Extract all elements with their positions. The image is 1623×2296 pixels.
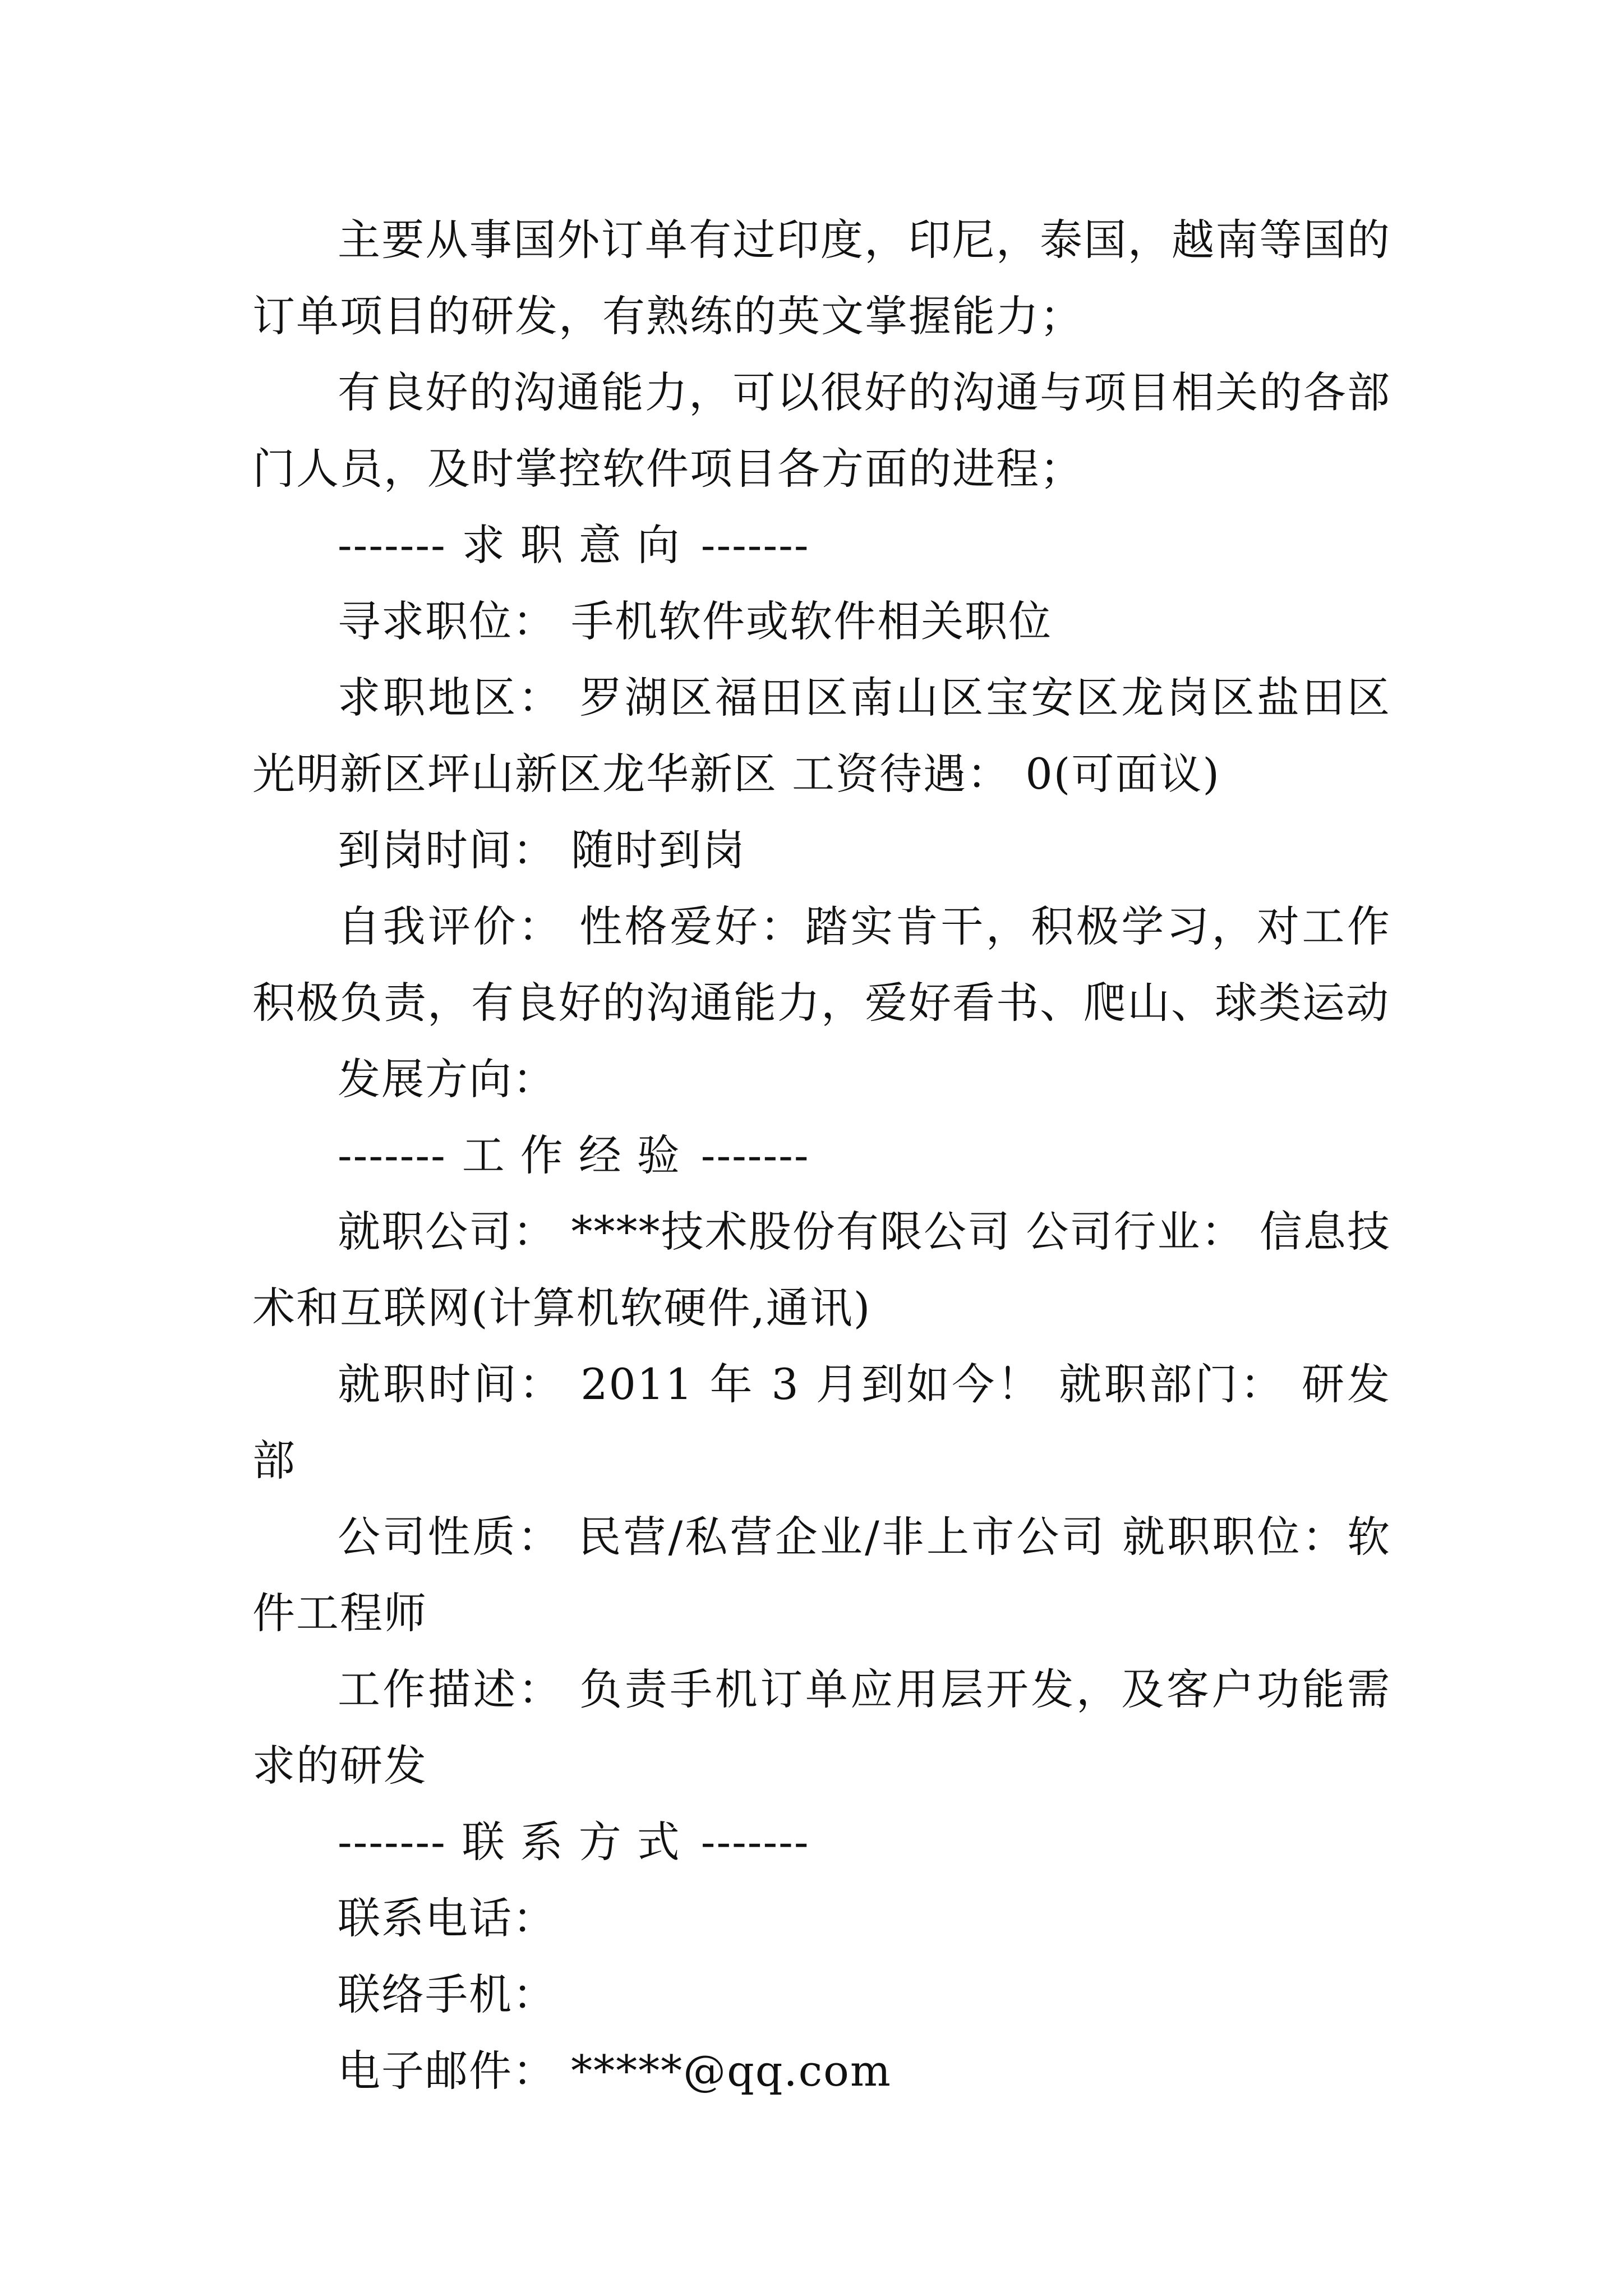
section-heading-contact (252, 1804, 1391, 1880)
document-body (252, 202, 1391, 2109)
section-title: 求职意向 (462, 520, 695, 570)
divider-dash-right: ------- (700, 1817, 810, 1867)
section-heading-job-intention (252, 507, 1391, 583)
divider-dash-right: ------- (700, 520, 810, 570)
section-title: 联系方式 (462, 1817, 695, 1867)
paragraph-self-evaluation: 自我评价： 性格爱好：踏实肯干，积极学习，对工作积极负责，有良好的沟通能力，爱好看书、爬山、球类运动 (252, 901, 1391, 1028)
paragraph-email: 电子邮件： *****@qq.com (338, 2046, 892, 2096)
divider-dash-left: ------- (338, 1130, 446, 1180)
paragraph-communication: 有良好的沟通能力，可以很好的沟通与项目相关的各部门人员，及时掌控软件项目各方面的进程； (252, 367, 1391, 494)
divider-dash-left: ------- (338, 520, 446, 570)
paragraph-start-time: 到岗时间： 随时到岗 (338, 825, 746, 875)
section-heading-work-experience (252, 1117, 1391, 1194)
divider-dash-left: ------- (338, 1817, 446, 1867)
divider-dash-right: ------- (700, 1130, 810, 1180)
section-title: 工作经验 (462, 1130, 695, 1180)
paragraph-mobile: 联络手机： (338, 1970, 556, 2019)
paragraph-desired-location: 求职地区： 罗湖区福田区南山区宝安区龙岗区盐田区光明新区坪山新区龙华新区 工资待遇： 0(可面议) (252, 673, 1391, 799)
paragraph-desired-position: 寻求职位： 手机软件或软件相关职位 (338, 596, 1053, 646)
paragraph-employment-time: 就职时间： 2011 年 3 月到如今！ 就职部门： 研发部 (252, 1359, 1391, 1485)
paragraph-contact-phone: 联系电话： (338, 1893, 556, 1943)
paragraph-job-description: 工作描述： 负责手机订单应用层开发，及客户功能需求的研发 (252, 1664, 1391, 1791)
paragraph-company: 就职公司： ****技术股份有限公司 公司行业： 信息技术和互联网(计算机软硬件,通讯) (252, 1207, 1391, 1333)
paragraph-development-direction: 发展方向： (338, 1054, 556, 1104)
paragraph-experience-overseas: 主要从事国外订单有过印度，印尼，泰国，越南等国的订单项目的研发，有熟练的英文掌握能力； (252, 215, 1391, 341)
paragraph-company-type: 公司性质： 民营/私营企业/非上市公司 就职职位：软件工程师 (252, 1512, 1391, 1638)
